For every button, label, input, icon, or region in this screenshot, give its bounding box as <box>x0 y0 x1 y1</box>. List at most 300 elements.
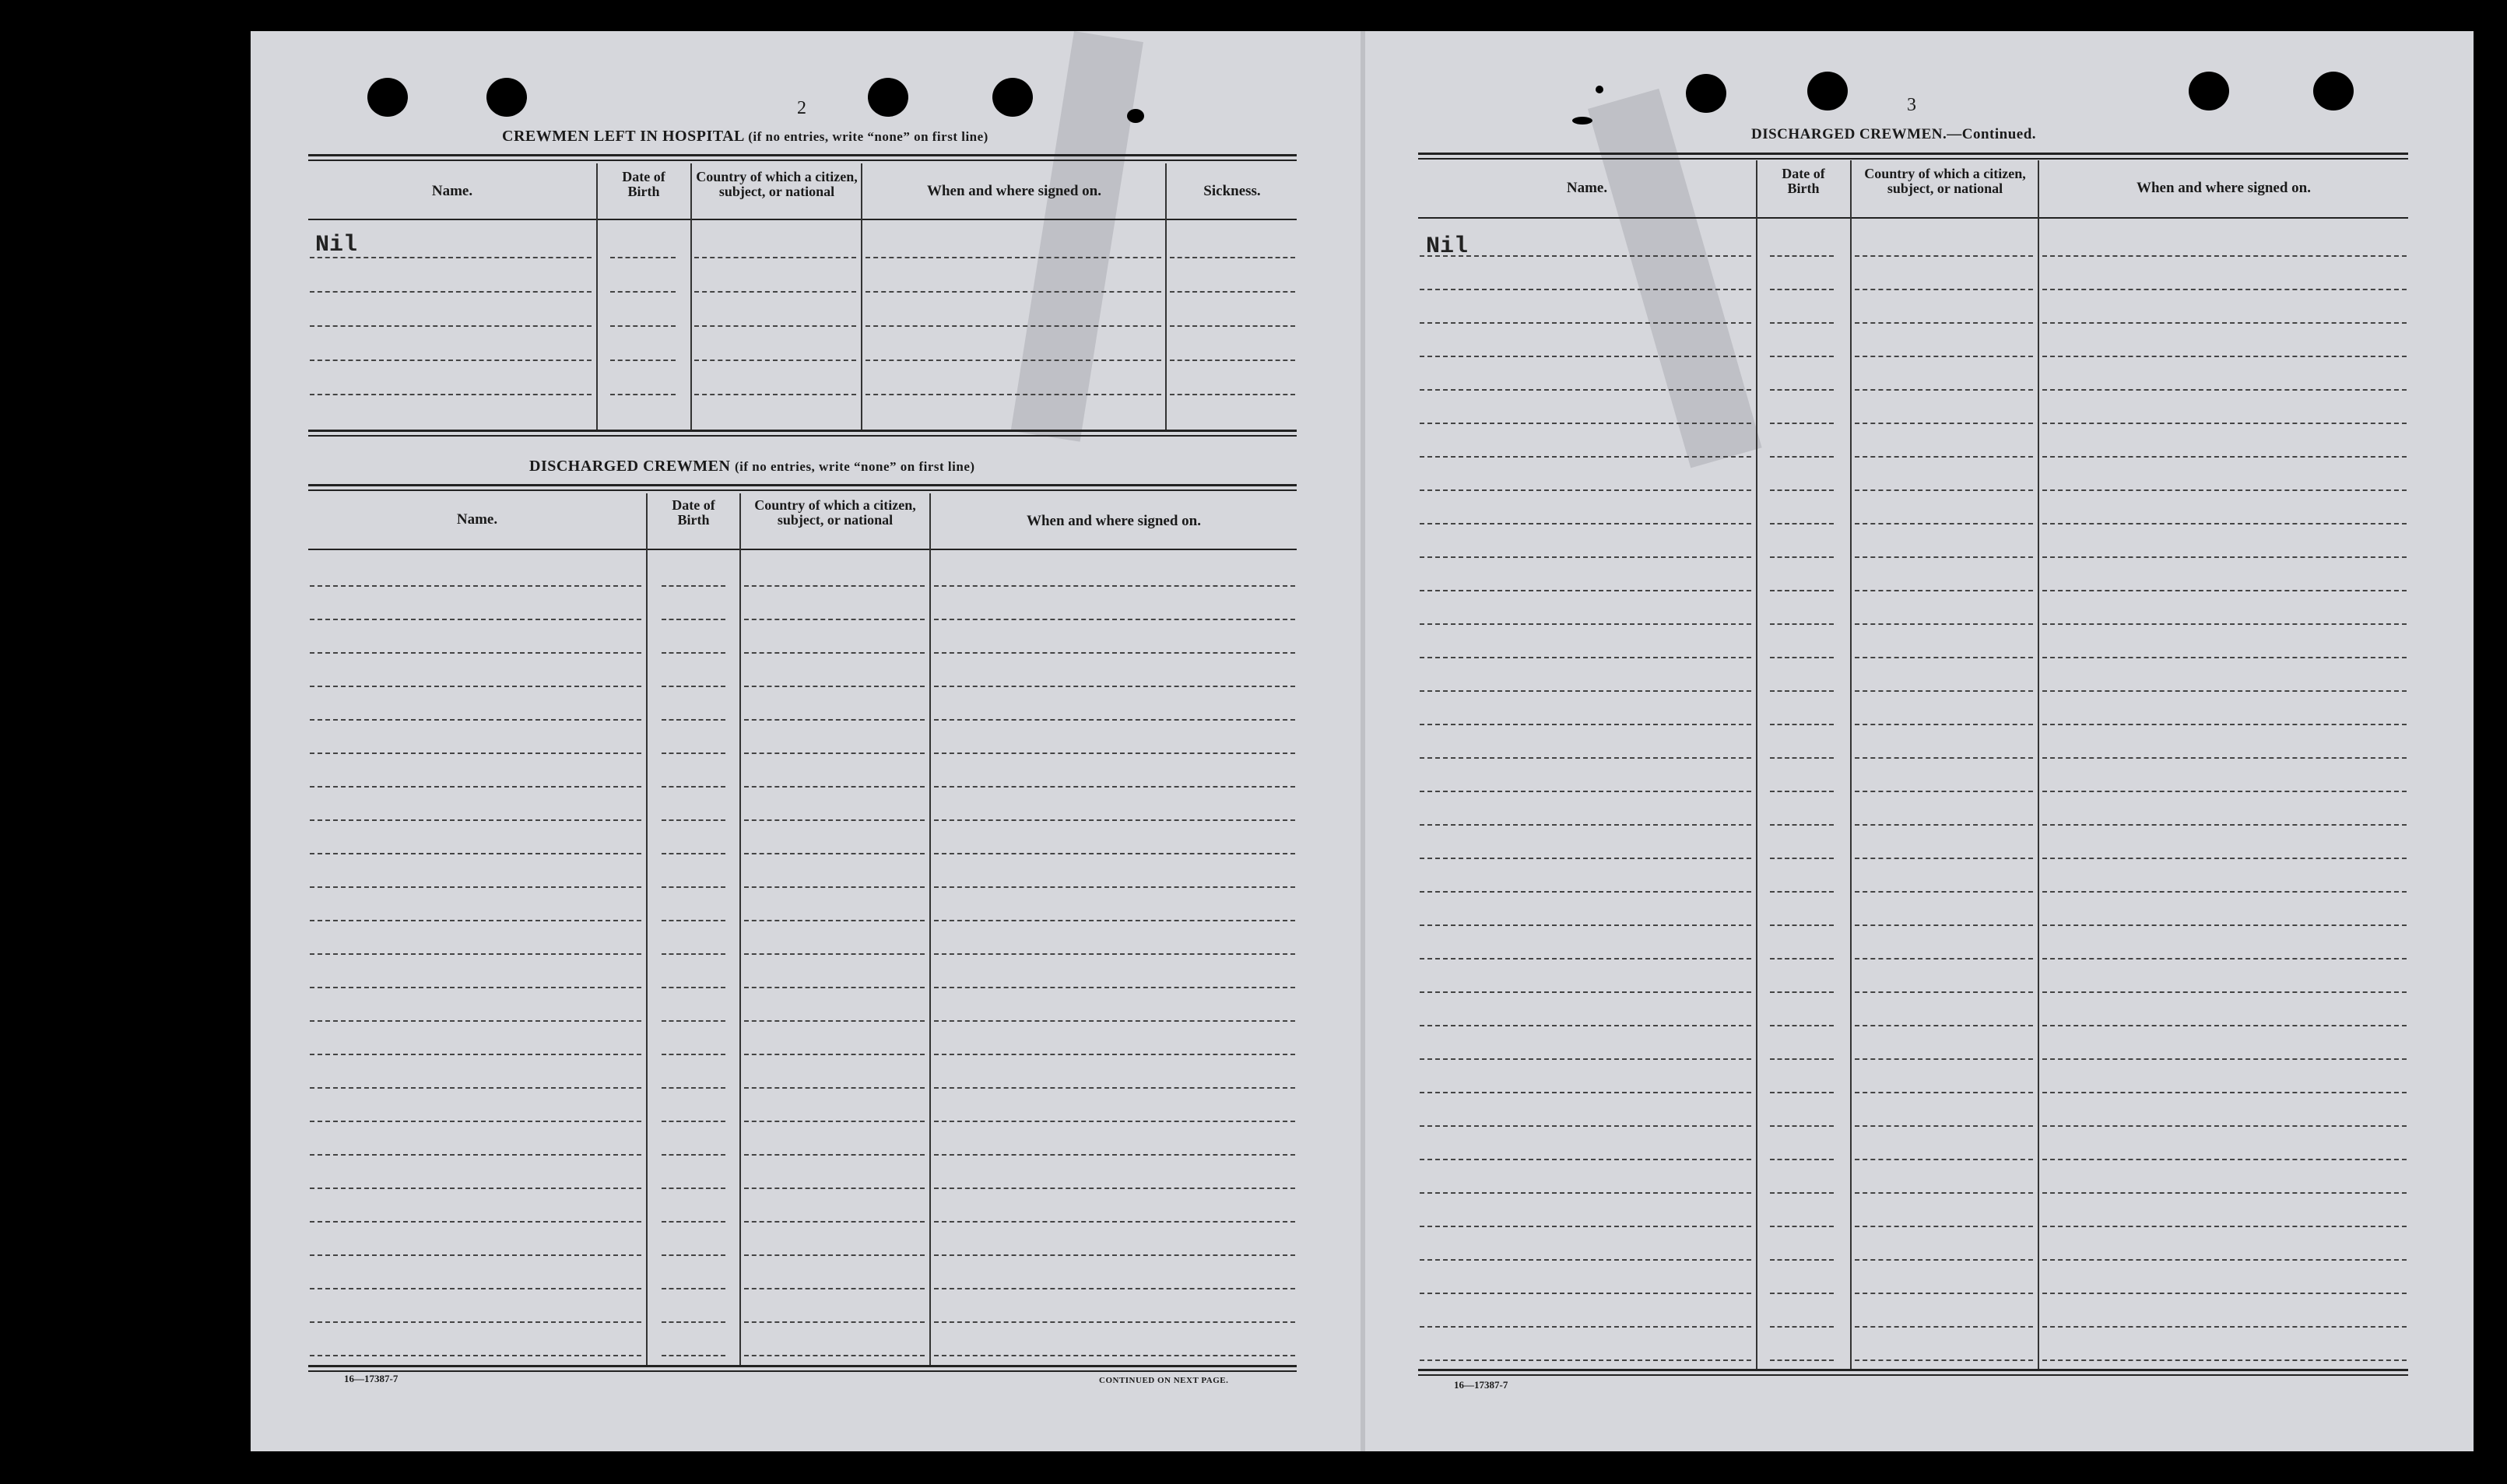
ruled-line <box>662 753 725 754</box>
ruled-line <box>1855 891 2033 893</box>
ruled-line <box>310 786 641 788</box>
ruled-line <box>1770 289 1834 290</box>
ruled-line <box>1420 1025 1751 1026</box>
ruled-line <box>662 1121 725 1122</box>
ruled-line <box>934 1154 1295 1156</box>
punch-hole <box>868 78 908 117</box>
ruled-line <box>934 1254 1295 1256</box>
ruled-line <box>1855 255 2033 257</box>
ruled-line <box>2042 724 2407 725</box>
ruled-line <box>1420 657 1751 658</box>
ruled-line <box>310 394 592 395</box>
continued-bottom-rule <box>1418 1369 2408 1376</box>
ruled-line <box>1420 757 1751 759</box>
discharged-title-text: DISCHARGED CREWMEN <box>529 458 731 475</box>
ruled-line <box>1855 1025 2033 1026</box>
ruled-line <box>1770 757 1834 759</box>
ruled-line <box>1770 1058 1834 1060</box>
continued-col-divider <box>2038 160 2039 1369</box>
ruled-line <box>310 1221 641 1223</box>
ruled-line <box>1420 255 1751 257</box>
ruled-line <box>1855 1125 2033 1127</box>
ruled-line <box>2042 824 2407 826</box>
ruled-line <box>1770 423 1834 424</box>
ruled-line <box>2042 991 2407 993</box>
ruled-line <box>1770 1293 1834 1294</box>
ruled-line <box>2042 1159 2407 1160</box>
ruled-line <box>310 1087 641 1089</box>
ruled-line <box>662 1020 725 1022</box>
ruled-line <box>610 257 676 258</box>
punch-hole <box>2313 72 2354 111</box>
ink-speck <box>1127 109 1144 123</box>
ruled-line <box>662 585 725 587</box>
ruled-line <box>1855 657 2033 658</box>
ruled-line <box>694 257 856 258</box>
ruled-line <box>1855 1226 2033 1227</box>
ruled-line <box>1855 1259 2033 1261</box>
discharged-col-dob: Date of Birth <box>672 497 715 528</box>
discharged-title-note: (if no entries, write “none” on first line) <box>734 459 975 474</box>
form-number-right: 16—17387-7 <box>1454 1379 1508 1391</box>
hospital-col-sickness: Sickness. <box>1203 183 1261 199</box>
ruled-line <box>1420 1058 1751 1060</box>
discharged-col-signed-on: When and where signed on. <box>1026 513 1201 529</box>
hospital-col-dob: Date of Birth <box>622 169 665 199</box>
ruled-line <box>310 257 592 258</box>
ruled-line <box>934 853 1295 854</box>
ruled-line <box>1420 1092 1751 1093</box>
ruled-line <box>2042 389 2407 391</box>
ruled-line <box>1770 858 1834 859</box>
ruled-line <box>310 719 641 721</box>
ruled-line <box>662 1188 725 1189</box>
ruled-line <box>2042 289 2407 290</box>
ruled-line <box>1855 623 2033 625</box>
ruled-line <box>744 853 925 854</box>
ruled-line <box>310 686 641 687</box>
ruled-line <box>1855 456 2033 458</box>
ruled-line <box>934 1087 1295 1089</box>
ruled-line <box>1855 590 2033 591</box>
ruled-line <box>2042 924 2407 926</box>
punch-hole <box>1807 72 1848 111</box>
ruled-line <box>310 886 641 888</box>
ruled-line <box>662 1321 725 1323</box>
ruled-line <box>1855 757 2033 759</box>
hospital-col-name: Name. <box>431 183 473 199</box>
ruled-line <box>1855 1293 2033 1294</box>
hospital-section-title <box>502 128 988 146</box>
ruled-line <box>2042 623 2407 625</box>
ruled-line <box>866 394 1161 395</box>
continued-col-dob: Date of Birth <box>1782 166 1825 196</box>
continued-col-country: Country of which a citizen, subject, or national <box>1864 166 2026 196</box>
ruled-line <box>1420 423 1751 424</box>
ruled-line <box>694 360 856 361</box>
ruled-line <box>744 786 925 788</box>
ruled-line <box>1420 1226 1751 1227</box>
continued-header-rule <box>1418 217 2408 219</box>
ruled-line <box>866 257 1161 258</box>
ruled-line <box>744 1254 925 1256</box>
ruled-line <box>662 1254 725 1256</box>
ruled-line <box>662 886 725 888</box>
discharged-top-rule <box>308 484 1297 491</box>
ruled-line <box>2042 1092 2407 1093</box>
ruled-line <box>2042 1025 2407 1026</box>
ruled-line <box>310 1288 641 1289</box>
ruled-line <box>662 1087 725 1089</box>
ruled-line <box>662 987 725 988</box>
ruled-line <box>1855 824 2033 826</box>
ruled-line <box>662 652 725 654</box>
ruled-line <box>934 1188 1295 1189</box>
ruled-line <box>1420 1326 1751 1328</box>
ruled-line <box>2042 1359 2407 1361</box>
ink-speck <box>1596 86 1603 93</box>
continued-col-signed-on: When and where signed on. <box>2136 180 2311 196</box>
ruled-line <box>1855 322 2033 324</box>
ruled-line <box>662 819 725 821</box>
punch-hole <box>992 78 1033 117</box>
ruled-line <box>744 1121 925 1122</box>
ruled-line <box>310 652 641 654</box>
ruled-line <box>1855 556 2033 558</box>
ruled-line <box>1855 489 2033 491</box>
ruled-line <box>1770 389 1834 391</box>
ruled-line <box>1770 891 1834 893</box>
hospital-bottom-rule <box>308 430 1297 437</box>
hospital-col-divider <box>861 163 862 430</box>
ruled-line <box>1420 456 1751 458</box>
ruled-line <box>934 953 1295 955</box>
ruled-line <box>744 1020 925 1022</box>
ruled-line <box>934 987 1295 988</box>
ruled-line <box>866 291 1161 293</box>
ruled-line <box>744 1154 925 1156</box>
ruled-line <box>1770 523 1834 524</box>
ruled-line <box>934 819 1295 821</box>
ruled-line <box>2042 523 2407 524</box>
ruled-line <box>744 686 925 687</box>
ruled-line <box>2042 1192 2407 1194</box>
ruled-line <box>1770 657 1834 658</box>
ruled-line <box>1770 1125 1834 1127</box>
discharged-col-country: Country of which a citizen, subject, or national <box>754 497 916 528</box>
ruled-line <box>310 1054 641 1055</box>
ruled-line <box>1420 724 1751 725</box>
ruled-line <box>1170 360 1295 361</box>
discharged-header-rule <box>308 549 1297 550</box>
ruled-line <box>1420 489 1751 491</box>
ruled-line <box>744 652 925 654</box>
ruled-line <box>934 920 1295 921</box>
ruled-line <box>934 886 1295 888</box>
ruled-line <box>744 585 925 587</box>
ruled-line <box>1770 489 1834 491</box>
ruled-line <box>934 1321 1295 1323</box>
ruled-line <box>1855 1058 2033 1060</box>
ruled-line <box>1770 1326 1834 1328</box>
ruled-line <box>1855 924 2033 926</box>
ruled-line <box>1420 1293 1751 1294</box>
ruled-line <box>744 1221 925 1223</box>
ruled-line <box>744 1054 925 1055</box>
ruled-line <box>1770 791 1834 792</box>
ruled-line <box>1420 690 1751 692</box>
ruled-line <box>1770 1025 1834 1026</box>
ruled-line <box>1420 322 1751 324</box>
ruled-line <box>1855 1092 2033 1093</box>
hospital-col-divider <box>1165 163 1167 430</box>
ruled-line <box>934 686 1295 687</box>
page-fold <box>1361 31 1365 1451</box>
ruled-line <box>1855 289 2033 290</box>
ruled-line <box>610 394 676 395</box>
ruled-line <box>2042 690 2407 692</box>
ruled-line <box>1770 824 1834 826</box>
ruled-line <box>310 619 641 620</box>
ruled-line <box>866 325 1161 327</box>
ruled-line <box>694 394 856 395</box>
ruled-line <box>934 1054 1295 1055</box>
ruled-line <box>1770 1159 1834 1160</box>
punch-hole <box>2189 72 2229 111</box>
ruled-line <box>744 886 925 888</box>
discharged-section-title <box>529 458 975 475</box>
ruled-line <box>1770 991 1834 993</box>
ruled-line <box>744 1188 925 1189</box>
ruled-line <box>310 325 592 327</box>
ruled-line <box>744 619 925 620</box>
ruled-line <box>1855 991 2033 993</box>
ruled-line <box>1855 1159 2033 1160</box>
ruled-line <box>934 1020 1295 1022</box>
hospital-title-note: (if no entries, write “none” on first line) <box>748 129 988 144</box>
ruled-line <box>1420 523 1751 524</box>
ruled-line <box>1420 824 1751 826</box>
ruled-line <box>1855 1359 2033 1361</box>
continued-col-divider <box>1850 160 1852 1369</box>
ruled-line <box>934 753 1295 754</box>
page-number-left: 2 <box>797 98 806 118</box>
ruled-line <box>310 291 592 293</box>
ruled-line <box>934 585 1295 587</box>
ruled-line <box>1420 1359 1751 1361</box>
ruled-line <box>1770 1359 1834 1361</box>
ruled-line <box>2042 255 2407 257</box>
ruled-line <box>744 819 925 821</box>
ruled-line <box>1170 394 1295 395</box>
ruled-line <box>1770 724 1834 725</box>
punch-hole <box>1686 74 1726 113</box>
continued-note: CONTINUED ON NEXT PAGE. <box>1099 1376 1229 1385</box>
ruled-line <box>2042 456 2407 458</box>
ruled-line <box>934 719 1295 721</box>
ruled-line <box>1855 724 2033 725</box>
ruled-line <box>1170 291 1295 293</box>
ruled-line <box>310 360 592 361</box>
ruled-line <box>662 853 725 854</box>
ruled-line <box>1170 257 1295 258</box>
discharged-col-divider <box>646 493 648 1365</box>
ruled-line <box>310 1020 641 1022</box>
ruled-line <box>744 987 925 988</box>
ruled-line <box>610 325 676 327</box>
continued-col-divider <box>1756 160 1757 1369</box>
hospital-col-country: Country of which a citizen, subject, or national <box>696 169 858 199</box>
ruled-line <box>2042 556 2407 558</box>
hospital-header-rule <box>308 219 1297 220</box>
ruled-line <box>1855 389 2033 391</box>
ruled-line <box>310 1121 641 1122</box>
ruled-line <box>2042 423 2407 424</box>
ruled-line <box>310 1321 641 1323</box>
ruled-line <box>1420 1125 1751 1127</box>
ruled-line <box>1420 791 1751 792</box>
ruled-line <box>1420 623 1751 625</box>
continued-section-title: DISCHARGED CREWMEN.—Continued. <box>1751 126 2037 142</box>
ruled-line <box>1770 1259 1834 1261</box>
left-page <box>251 31 1364 1451</box>
ruled-line <box>1770 1192 1834 1194</box>
ruled-line <box>1855 958 2033 960</box>
hospital-col-signed-on: When and where signed on. <box>926 183 1101 199</box>
ruled-line <box>744 753 925 754</box>
ruled-line <box>2042 657 2407 658</box>
ruled-line <box>1855 690 2033 692</box>
ruled-line <box>1770 590 1834 591</box>
ruled-line <box>662 1054 725 1055</box>
ruled-line <box>1770 556 1834 558</box>
ruled-line <box>744 719 925 721</box>
ruled-line <box>2042 757 2407 759</box>
form-number-left: 16—17387-7 <box>344 1373 399 1384</box>
ruled-line <box>1770 255 1834 257</box>
ruled-line <box>2042 1058 2407 1060</box>
ruled-line <box>2042 322 2407 324</box>
continued-top-rule <box>1418 153 2408 160</box>
ruled-line <box>1855 423 2033 424</box>
ruled-line <box>744 953 925 955</box>
discharged-col-divider <box>739 493 741 1365</box>
ruled-line <box>694 325 856 327</box>
ruled-line <box>934 1355 1295 1356</box>
ruled-line <box>1855 791 2033 792</box>
continued-col-name: Name. <box>1566 180 1608 196</box>
ruled-line <box>1855 1192 2033 1194</box>
ruled-line <box>1770 924 1834 926</box>
hospital-top-rule <box>308 154 1297 161</box>
ruled-line <box>662 686 725 687</box>
ruled-line <box>934 652 1295 654</box>
hospital-col-divider <box>690 163 692 430</box>
ruled-line <box>2042 1259 2407 1261</box>
ruled-line <box>1770 623 1834 625</box>
ruled-line <box>1420 858 1751 859</box>
ruled-line <box>2042 1226 2407 1227</box>
ruled-line <box>310 819 641 821</box>
ruled-line <box>2042 791 2407 792</box>
right-page <box>1364 31 2474 1451</box>
hospital-col-divider <box>596 163 598 430</box>
ruled-line <box>934 619 1295 620</box>
ruled-line <box>2042 356 2407 357</box>
discharged-col-divider <box>929 493 931 1365</box>
punch-hole <box>367 78 408 117</box>
ruled-line <box>1420 958 1751 960</box>
ruled-line <box>662 1221 725 1223</box>
ruled-line <box>1420 289 1751 290</box>
ruled-line <box>2042 1326 2407 1328</box>
ruled-line <box>662 1355 725 1356</box>
ruled-line <box>744 920 925 921</box>
ruled-line <box>1770 958 1834 960</box>
ink-speck <box>1572 117 1592 125</box>
ruled-line <box>1420 389 1751 391</box>
ruled-line <box>2042 590 2407 591</box>
ruled-line <box>310 753 641 754</box>
ruled-line <box>1420 924 1751 926</box>
ruled-line <box>934 1221 1295 1223</box>
ruled-line <box>662 619 725 620</box>
ruled-line <box>310 585 641 587</box>
ruled-line <box>310 1188 641 1189</box>
ruled-line <box>1770 1226 1834 1227</box>
ruled-line <box>662 719 725 721</box>
ruled-line <box>2042 858 2407 859</box>
punch-hole <box>486 78 527 117</box>
discharged-bottom-rule <box>308 1365 1297 1372</box>
ruled-line <box>310 987 641 988</box>
ruled-line <box>1420 356 1751 357</box>
hospital-title-text: CREWMEN LEFT IN HOSPITAL <box>502 128 744 145</box>
hospital-entry: Nil <box>315 232 358 258</box>
ruled-line <box>610 360 676 361</box>
ruled-line <box>1770 1092 1834 1093</box>
ruled-line <box>310 853 641 854</box>
ruled-line <box>1420 1192 1751 1194</box>
ruled-line <box>694 291 856 293</box>
ruled-line <box>1855 356 2033 357</box>
ruled-line <box>744 1087 925 1089</box>
ruled-line <box>2042 891 2407 893</box>
ruled-line <box>1420 590 1751 591</box>
ruled-line <box>1855 523 2033 524</box>
ruled-line <box>2042 489 2407 491</box>
ruled-line <box>310 920 641 921</box>
ruled-line <box>310 1254 641 1256</box>
ruled-line <box>744 1321 925 1323</box>
ruled-line <box>2042 1125 2407 1127</box>
ruled-line <box>310 1355 641 1356</box>
ruled-line <box>662 1288 725 1289</box>
continued-entry: Nil <box>1426 233 1469 260</box>
ruled-line <box>1855 858 2033 859</box>
ruled-line <box>662 920 725 921</box>
ruled-line <box>866 360 1161 361</box>
page-number-right: 3 <box>1907 95 1916 115</box>
ruled-line <box>662 786 725 788</box>
ruled-line <box>1420 991 1751 993</box>
ruled-line <box>1170 325 1295 327</box>
ruled-line <box>744 1355 925 1356</box>
ruled-line <box>310 953 641 955</box>
ruled-line <box>1770 356 1834 357</box>
ruled-line <box>662 1154 725 1156</box>
ruled-line <box>1420 1159 1751 1160</box>
